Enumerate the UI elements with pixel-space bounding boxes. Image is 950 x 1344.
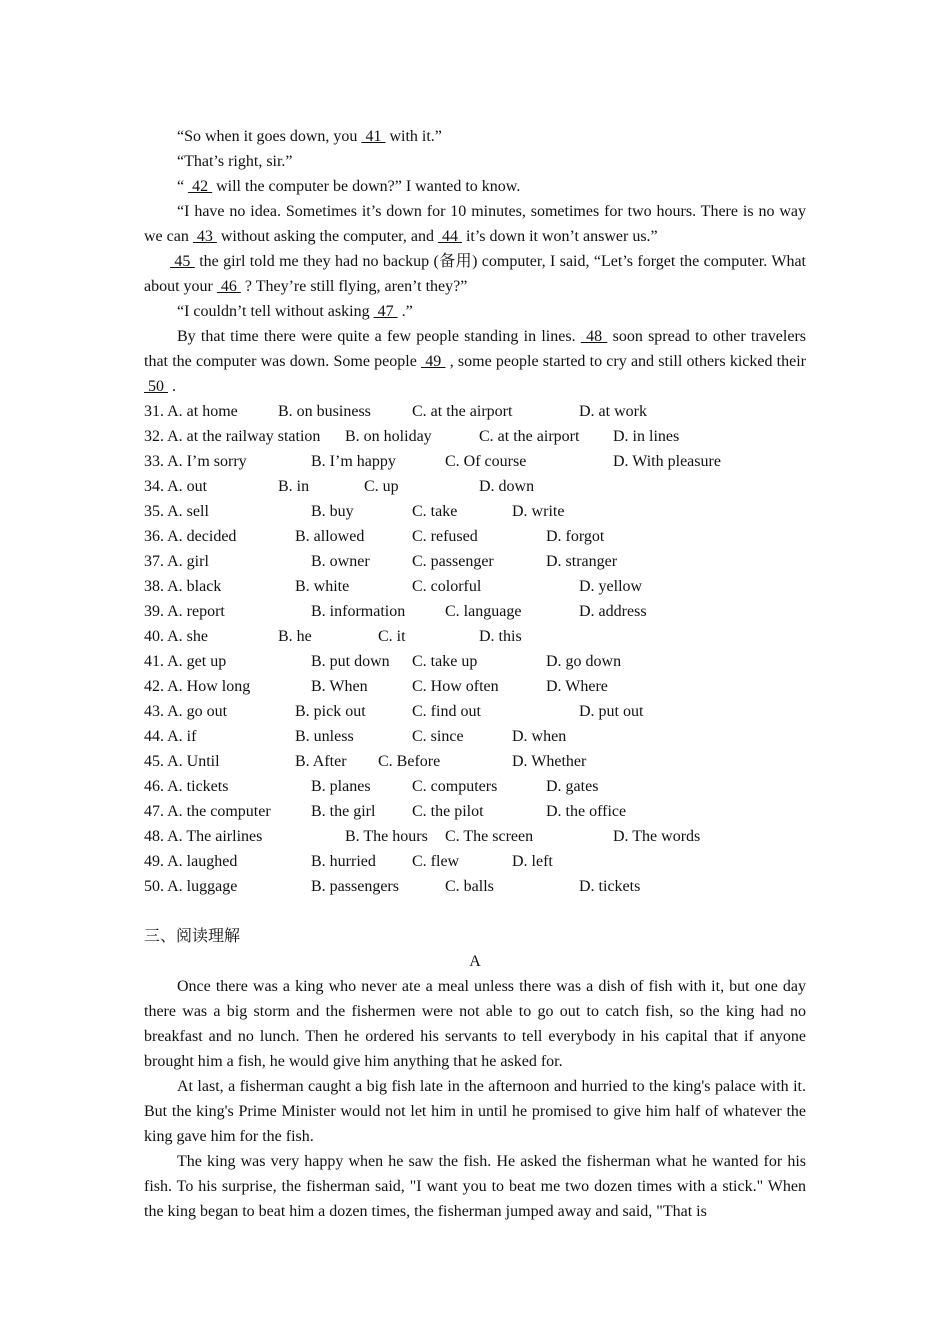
passage-text: .”	[397, 303, 413, 320]
passage-text: “	[177, 178, 189, 195]
option-a: 35. A. sell	[144, 503, 209, 520]
option-c: C. at the airport	[479, 428, 580, 445]
option-a: 43. A. go out	[144, 703, 228, 720]
option-c: C. Of course	[445, 453, 527, 470]
option-b: B. hurried	[311, 853, 376, 870]
option-d: D. put out	[579, 703, 644, 720]
option-c: C. How often	[412, 678, 499, 695]
option-d: D. Where	[546, 678, 608, 695]
exam-page	[144, 124, 806, 1224]
option-row	[144, 574, 806, 599]
option-row	[144, 724, 806, 749]
option-c: C. since	[412, 728, 464, 745]
option-c: C. at the airport	[412, 403, 513, 420]
option-b: B. information	[311, 603, 406, 620]
blank-43: 43	[192, 228, 217, 245]
cloze-paragraph	[144, 299, 806, 324]
blank-41: 41	[361, 128, 386, 145]
option-row	[144, 674, 806, 699]
option-row	[144, 449, 806, 474]
blank-42: 42	[188, 178, 213, 195]
option-a: 41. A. get up	[144, 653, 227, 670]
option-row	[144, 424, 806, 449]
option-a: 49. A. laughed	[144, 853, 238, 870]
option-b: B. buy	[311, 503, 354, 520]
passage-text: “I have no idea. Sometimes it’s down for 10 minutes, sometimes for two hours. There is no way we can	[144, 203, 806, 245]
option-d: D. gates	[546, 778, 599, 795]
option-row	[144, 849, 806, 874]
option-row	[144, 474, 806, 499]
blank-46: 46	[216, 278, 241, 295]
option-b: B. passengers	[311, 878, 399, 895]
option-b: B. he	[278, 628, 312, 645]
passage-text: will the computer be down?” I wanted to know.	[212, 178, 521, 195]
option-b: B. put down	[311, 653, 390, 670]
reading-paragraph: At last, a fisherman caught a big fish late in the afternoon and hurried to the king's palace with it. But the king's Prime Minister would not let him in until he promised to give him half of whatever the king gave him for the fish.	[144, 1078, 806, 1145]
cloze-paragraph	[144, 124, 806, 149]
option-c: C. find out	[412, 703, 481, 720]
passage-text: soon spread to other travelers that the computer was down. Some people	[144, 328, 806, 370]
option-a: 31. A. at home	[144, 403, 238, 420]
option-a: 33. A. I’m sorry	[144, 453, 247, 470]
option-c: C. take	[412, 503, 458, 520]
option-a: 38. A. black	[144, 578, 222, 595]
option-row	[144, 599, 806, 624]
reading-paragraph: Once there was a king who never ate a meal unless there was a dish of fish with it, but one day there was a big storm and the fishermen were not able to go out to catch fish, so the king had no breakfast and no lunch. Then he ordered his servants to tell everybody in his capital that if anyone brought him a fish, he would give him anything that he asked for.	[144, 978, 806, 1070]
option-c: C. balls	[445, 878, 494, 895]
option-c: C. it	[378, 628, 406, 645]
passage-text: , some people started to cry and still others kicked their	[445, 353, 806, 370]
option-d: D. yellow	[579, 578, 643, 595]
cloze-paragraph	[144, 199, 806, 249]
option-c: C. refused	[412, 528, 478, 545]
option-row	[144, 399, 806, 424]
option-c: C. passenger	[412, 553, 494, 570]
option-b: B. on business	[278, 403, 371, 420]
passage-text: “I couldn’t tell without asking	[177, 303, 374, 320]
option-a: 47. A. the computer	[144, 803, 271, 820]
option-b: B. allowed	[295, 528, 365, 545]
option-a: 39. A. report	[144, 603, 225, 620]
option-b: B. planes	[311, 778, 371, 795]
option-d: D. at work	[579, 403, 647, 420]
option-b: B. After	[295, 753, 347, 770]
cloze-paragraph: “That’s right, sir.”	[177, 153, 293, 170]
option-d: D. go down	[546, 653, 622, 670]
passage-text: .	[168, 378, 176, 395]
passage-text: ? They’re still flying, aren’t they?”	[240, 278, 468, 295]
option-c: C. up	[364, 478, 399, 495]
passage-text: By that time there were quite a few people standing in lines.	[177, 328, 581, 345]
option-c: C. the pilot	[412, 803, 484, 820]
option-a: 42. A. How long	[144, 678, 251, 695]
option-a: 32. A. at the railway station	[144, 428, 321, 445]
option-d: D. forgot	[546, 528, 605, 545]
passage-text: it’s down it won’t answer us.”	[461, 228, 658, 245]
passage-text: with it.”	[385, 128, 442, 145]
blank-47: 47	[373, 303, 398, 320]
option-row	[144, 524, 806, 549]
option-d: D. in lines	[613, 428, 680, 445]
option-b: B. When	[311, 678, 368, 695]
option-c: C. take up	[412, 653, 478, 670]
option-c: C. The screen	[445, 828, 534, 845]
option-b: B. the girl	[311, 803, 376, 820]
option-d: D. the office	[546, 803, 627, 820]
option-c: C. colorful	[412, 578, 482, 595]
option-a: 44. A. if	[144, 728, 197, 745]
option-a: 48. A. The airlines	[144, 828, 263, 845]
blank-49: 49	[421, 353, 446, 370]
option-d: D. The words	[613, 828, 701, 845]
option-row	[144, 649, 806, 674]
option-row	[144, 824, 806, 849]
option-a: 46. A. tickets	[144, 778, 229, 795]
option-d: D. stranger	[546, 553, 618, 570]
cloze-paragraph	[144, 324, 806, 399]
passage-text: “So when it goes down, you	[177, 128, 362, 145]
option-a: 36. A. decided	[144, 528, 237, 545]
option-b: B. The hours	[345, 828, 428, 845]
option-b: B. in	[278, 478, 310, 495]
option-row	[144, 624, 806, 649]
option-row	[144, 549, 806, 574]
option-b: B. unless	[295, 728, 354, 745]
option-d: D. when	[512, 728, 567, 745]
option-d: D. this	[479, 628, 522, 645]
option-d: D. address	[579, 603, 647, 620]
option-row	[144, 874, 806, 899]
passage-text: without asking the computer, and	[216, 228, 438, 245]
section-title: 三、阅读理解	[144, 928, 241, 945]
option-d: D. left	[512, 853, 553, 870]
option-a: 40. A. she	[144, 628, 208, 645]
blank-44: 44	[437, 228, 462, 245]
passage-heading: A	[469, 953, 481, 970]
blank-45: 45	[170, 253, 195, 270]
option-row	[144, 749, 806, 774]
option-d: D. tickets	[579, 878, 641, 895]
option-row	[144, 799, 806, 824]
option-a: 50. A. luggage	[144, 878, 238, 895]
option-row	[144, 699, 806, 724]
options-list	[144, 399, 806, 899]
option-b: B. pick out	[295, 703, 366, 720]
option-b: B. white	[295, 578, 350, 595]
passage-text: the girl told me they had no backup (备用) computer, I said, “Let’s forget the computer. What about your	[144, 253, 806, 295]
cloze-paragraph	[144, 249, 806, 299]
option-c: C. language	[445, 603, 522, 620]
option-d: D. down	[479, 478, 535, 495]
option-a: 34. A. out	[144, 478, 208, 495]
option-b: B. owner	[311, 553, 370, 570]
option-d: D. write	[512, 503, 565, 520]
option-b: B. on holiday	[345, 428, 432, 445]
reading-paragraph: The king was very happy when he saw the fish. He asked the fisherman what he wanted for his fish. To his surprise, the fisherman said, "I want you to beat me two dozen times with a stick." When the king began to beat him a dozen times, the fisherman jumped away and said, "That is	[144, 1153, 806, 1220]
option-d: D. With pleasure	[613, 453, 721, 470]
cloze-paragraph	[144, 174, 806, 199]
option-c: C. computers	[412, 778, 498, 795]
option-c: C. flew	[412, 853, 460, 870]
option-c: C. Before	[378, 753, 441, 770]
spacer	[144, 899, 806, 924]
blank-50: 50	[144, 378, 168, 395]
option-a: 45. A. Until	[144, 753, 220, 770]
blank-48: 48	[580, 328, 608, 345]
option-b: B. I’m happy	[311, 453, 396, 470]
option-row	[144, 499, 806, 524]
option-a: 37. A. girl	[144, 553, 209, 570]
option-d: D. Whether	[512, 753, 587, 770]
option-row	[144, 774, 806, 799]
